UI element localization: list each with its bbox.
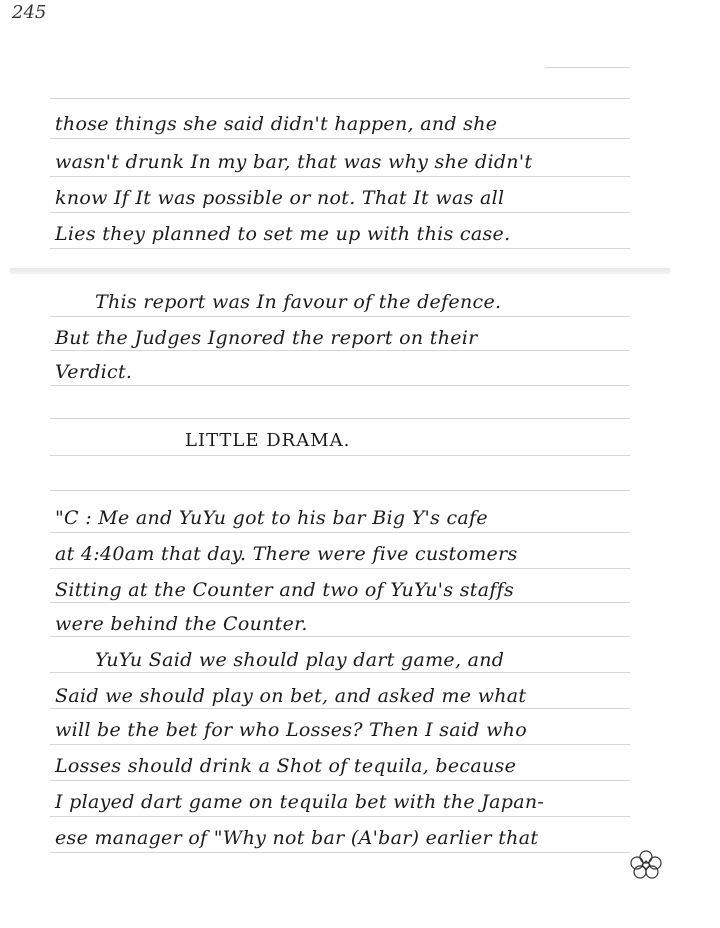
ruled-line xyxy=(50,176,630,177)
ruled-line xyxy=(50,248,630,249)
ruled-line xyxy=(50,455,630,456)
text-line: "C : Me and YuYu got to his bar Big Y's cafe xyxy=(55,507,488,529)
ruled-line xyxy=(50,418,630,419)
ruled-line xyxy=(50,816,630,817)
ruled-line xyxy=(50,212,630,213)
text-line: Lies they planned to set me up with this case. xyxy=(55,223,511,245)
text-line: ese manager of "Why not bar (A'bar) earlier that xyxy=(55,827,539,849)
ruled-line xyxy=(50,138,630,139)
ruled-line xyxy=(50,852,630,853)
page-number: 245 xyxy=(12,2,47,23)
flower-doodle-icon xyxy=(628,848,664,880)
ruled-line xyxy=(50,744,630,745)
paper-fold-band xyxy=(10,268,670,274)
ruled-line xyxy=(50,98,630,99)
section-heading: LITTLE DRAMA. xyxy=(185,430,351,451)
text-line: Said we should play on bet, and asked me what xyxy=(55,685,527,707)
text-line: wasn't drunk In my bar, that was why she didn't xyxy=(55,151,533,173)
text-line: were behind the Counter. xyxy=(55,613,308,635)
ruled-line xyxy=(50,490,630,491)
ruled-line xyxy=(50,568,630,569)
text-line: Sitting at the Counter and two of YuYu's staffs xyxy=(55,579,515,601)
text-line: know If It was possible or not. That It was all xyxy=(55,187,505,209)
text-line: at 4:40am that day. There were five customers xyxy=(55,543,518,565)
text-line: Verdict. xyxy=(55,361,133,383)
text-line: But the Judges Ignored the report on their xyxy=(55,327,478,349)
text-line: YuYu Said we should play dart game, and xyxy=(95,649,505,671)
ruled-line xyxy=(50,316,630,317)
text-line: This report was In favour of the defence. xyxy=(95,291,502,313)
text-line: will be the bet for who Losses? Then I said who xyxy=(55,719,527,741)
text-line: those things she said didn't happen, and she xyxy=(55,113,498,135)
text-line: I played dart game on tequila bet with the Japan- xyxy=(55,791,545,813)
ruled-line xyxy=(545,67,630,68)
ruled-line xyxy=(50,532,630,533)
ruled-line xyxy=(50,780,630,781)
text-line: Losses should drink a Shot of tequila, because xyxy=(55,755,517,777)
